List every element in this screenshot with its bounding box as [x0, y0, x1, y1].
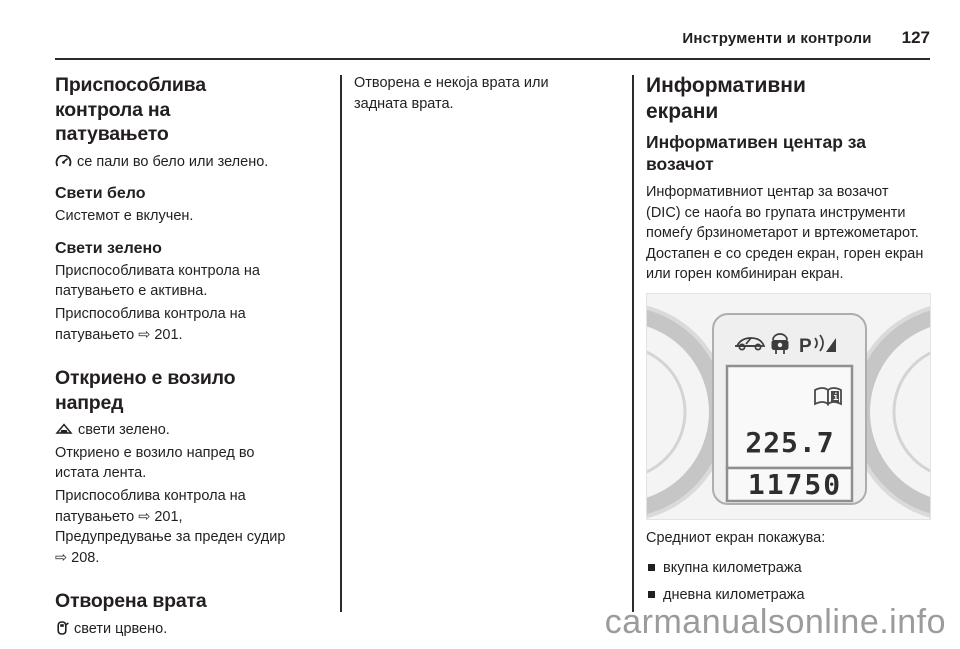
cruise-indicator-text: се пали во бело или зелено. — [77, 153, 269, 170]
subheading-lights-white: Свети бело — [55, 185, 146, 203]
lcd-top-value: 225.7 — [745, 425, 835, 459]
vehicle-ahead-reference-text: Приспособлива контрола на патувањето ⇨ 201, Предупредување за преден судир ⇨ 208. — [55, 488, 286, 566]
bullet-square-icon — [648, 591, 655, 598]
instrument-cluster-illustration — [646, 293, 931, 520]
column-3 — [646, 73, 931, 611]
cruise-control-indicator-icon — [55, 155, 72, 168]
driver-info-center-body: Информативниот центар за возачот (DIC) се наоѓа во групата инструменти помеѓу брзинометарот и вртежометарот. Достапен е со среден екран, горен екран или горен комбиниран екран. — [646, 183, 924, 283]
page-number: 127 — [901, 28, 930, 47]
bullet-text: дневна километража — [663, 586, 805, 603]
lights-green-text: Приспособливата контрола на патувањето е активна. — [55, 262, 260, 300]
door-open-indicator-line — [55, 619, 291, 640]
cruise-reference-text: Приспособлива контрола на патувањето ⇨ 201. — [55, 306, 246, 343]
vehicle-ahead-indicator-text: свети зелено. — [78, 422, 170, 439]
section-heading-door-open: Отворена врата — [55, 590, 207, 613]
lights-white-text: Системот е вклучен. — [55, 208, 194, 225]
door-open-continuation-text: Отворена е некоја врата или задната врата. — [354, 75, 549, 112]
column-2 — [354, 73, 622, 124]
vehicle-ahead-indicator-icon — [55, 423, 73, 436]
left-gauge-ring — [647, 314, 717, 510]
door-open-indicator-icon — [55, 621, 69, 635]
cruise-indicator-line — [55, 152, 291, 173]
subheading-driver-info-center: Информативен центар за возачот — [646, 132, 866, 175]
bullet-text: вкупна километража — [663, 560, 802, 577]
bullet-square-icon — [648, 564, 655, 571]
subheading-lights-green: Свети зелено — [55, 239, 162, 257]
column-divider-1 — [340, 75, 342, 612]
section-heading-vehicle-ahead: Откриено е возило напред — [55, 367, 236, 414]
watermark-text: carmanualsonline.info — [604, 603, 946, 641]
vehicle-ahead-text: Откриено е возило напред во истата лента. — [55, 444, 255, 482]
chapter-title: Инструменти и контроли — [682, 30, 872, 47]
door-open-indicator-text: свети црвено. — [74, 620, 168, 637]
cluster-caption: Средниот екран покажува: — [646, 529, 826, 546]
right-gauge-ring — [862, 314, 931, 510]
bullet-item-trip-odometer — [646, 585, 931, 605]
header-rule — [55, 58, 930, 60]
column-divider-2 — [632, 75, 634, 612]
column-1 — [55, 73, 330, 649]
vehicle-ahead-indicator-line — [55, 420, 291, 441]
svg-text:i: i — [833, 392, 839, 403]
page-header — [682, 28, 930, 48]
bullet-item-total-odometer — [646, 558, 931, 578]
section-heading-info-displays: Информативни екрани — [646, 74, 806, 123]
section-heading-cruise-control: Приспособлива контрола на патувањето — [55, 74, 206, 146]
svg-text:P: P — [799, 335, 812, 357]
lcd-bottom-value: 11750 — [747, 467, 843, 501]
owner-manual-book-icon — [815, 388, 841, 404]
